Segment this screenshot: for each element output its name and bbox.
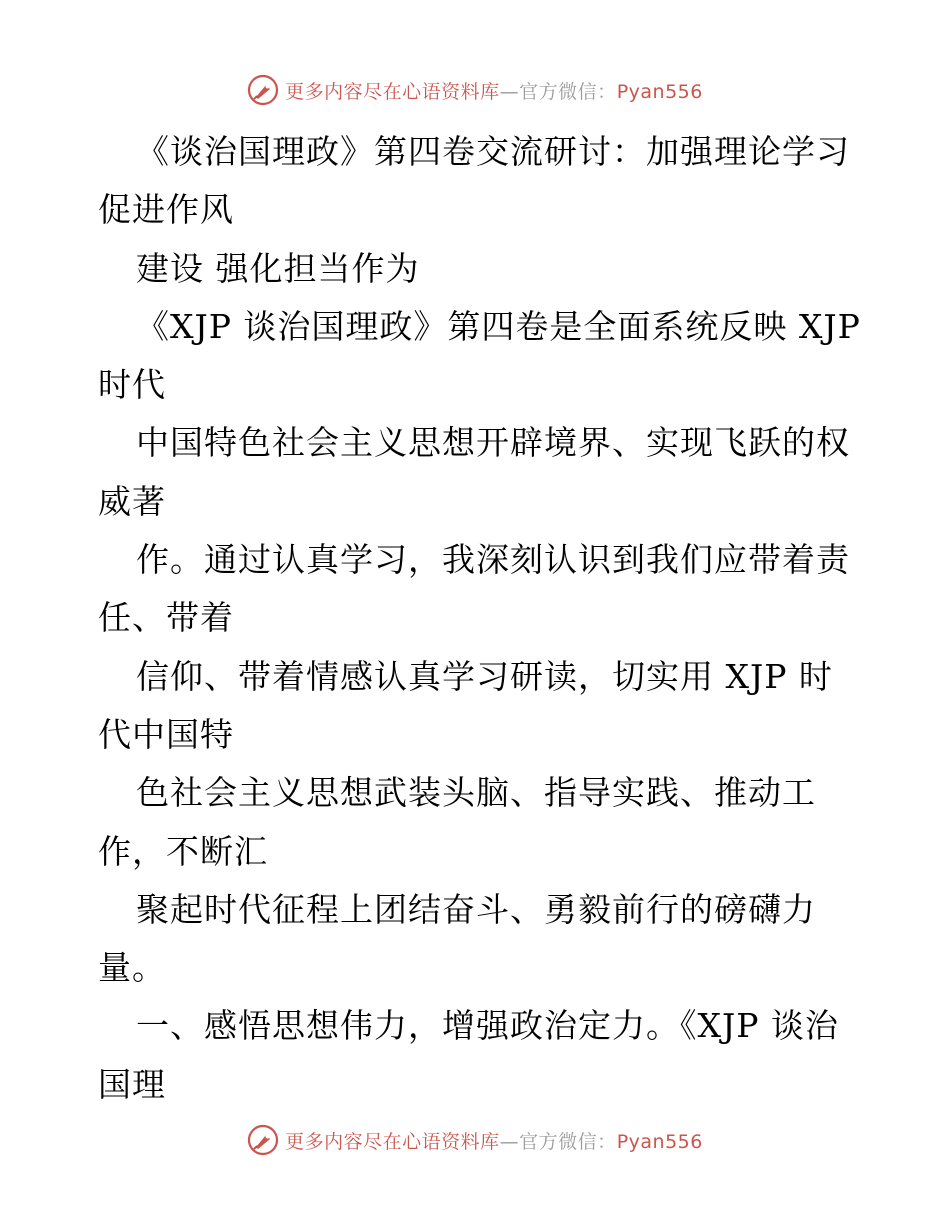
watermark-separator: — [499,1130,520,1153]
document-body [98,123,898,1114]
text-line: 作，不断汇 [98,831,268,871]
text-line: 一、感悟思想伟力，增强政治定力。《XJP 谈治 [136,1006,839,1046]
watermark-wechat-label: 官方微信： [519,80,617,103]
text-line: 量。 [98,948,166,988]
watermark-wechat-label: 官方微信： [519,1130,617,1153]
text-line: 任、带着 [98,598,234,638]
text-line: 《XJP 谈治国理政》第四卷是全面系统反映 XJP [136,306,861,346]
pen-nib-icon [247,1124,279,1156]
text-line: 国理 [98,1064,166,1104]
text-line: 代中国特 [98,714,234,754]
text-line: 《谈治国理政》第四卷交流研讨：加强理论学习 [136,132,850,171]
watermark-main-text: 更多内容尽在心语资料库 [285,1130,500,1153]
watermark-main-text: 更多内容尽在心语资料库 [285,80,500,103]
watermark-wechat-id: Pyan556 [616,1130,703,1153]
text-line: 建设 强化担当作为 [136,248,420,288]
text-line: 作。通过认真学习，我深刻认识到我们应带着责 [136,540,850,580]
footer-watermark [0,1120,950,1160]
text-line: 色社会主义思想武装头脑、指导实践、推动工 [136,773,816,813]
text-line: 时代 [98,365,166,405]
watermark-text [285,77,703,104]
text-line: 聚起时代征程上团结奋斗、勇毅前行的磅礴力 [136,889,816,929]
text-line: 威著 [98,481,166,521]
watermark-group [247,74,703,106]
text-line: 中国特色社会主义思想开辟境界、实现飞跃的权 [136,423,850,463]
text-line: 促进作风 [98,190,234,230]
watermark-group [247,1124,703,1156]
text-line: 信仰、带着情感认真学习研读，切实用 XJP 时 [136,656,833,696]
pen-nib-icon [247,74,279,106]
watermark-text [285,1127,703,1154]
watermark-wechat-id: Pyan556 [616,80,703,103]
watermark-separator: — [499,80,520,103]
header-watermark [0,70,950,110]
